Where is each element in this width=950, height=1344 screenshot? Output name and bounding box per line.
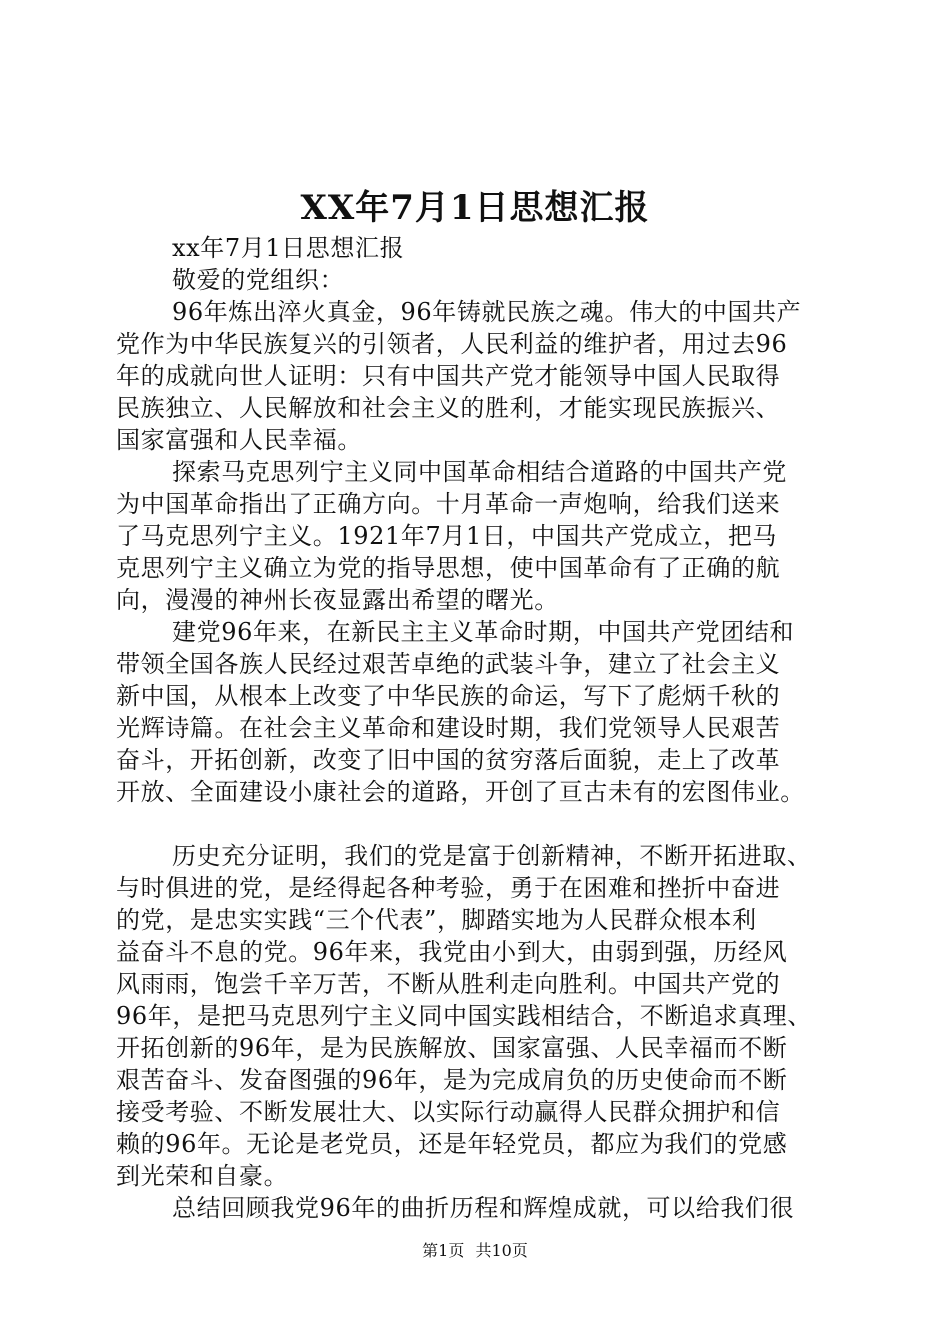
paragraph-line: 96年，是把马克思列宁主义同中国实践相结合，不断追求真理、 [116, 1002, 812, 1030]
paragraph-line: 开拓创新的96年，是为民族解放、国家富强、人民幸福而不断 [116, 1034, 788, 1062]
page-total: 共10页 [475, 1241, 528, 1260]
paragraph-line: 向，漫漫的神州长夜显露出希望的曙光。 [116, 586, 559, 614]
paragraph-line: 益奋斗不息的党。96年来，我党由小到大，由弱到强，历经风 [116, 938, 788, 966]
paragraph-line: 接受考验、不断发展壮大、以实际行动赢得人民群众拥护和信 [116, 1098, 781, 1126]
salutation-line: 敬爱的党组织： [172, 266, 345, 294]
paragraph-line: 艰苦奋斗、发奋图强的96年，是为完成肩负的历史使命而不断 [116, 1066, 788, 1094]
page-footer [0, 1240, 950, 1262]
paragraph-line: 为中国革命指出了正确方向。十月革命一声炮响，给我们送来 [116, 490, 781, 518]
page-number: 第1页 [422, 1241, 465, 1260]
paragraph-line: 新中国，从根本上改变了中华民族的命运，写下了彪炳千秋的 [116, 682, 781, 710]
document-body [116, 232, 832, 1224]
paragraph-line: 奋斗，开拓创新，改变了旧中国的贫穷落后面貌，走上了改革 [116, 746, 781, 774]
subtitle-line: xx年7月1日思想汇报 [172, 234, 405, 262]
paragraph-line: 建党96年来，在新民主主义革命时期，中国共产党团结和 [172, 618, 795, 646]
paragraph-line: 总结回顾我党96年的曲折历程和辉煌成就，可以给我们很 [172, 1194, 795, 1222]
paragraph-line: 民族独立、人民解放和社会主义的胜利，才能实现民族振兴、 [116, 394, 781, 422]
paragraph-line: 克思列宁主义确立为党的指导思想，使中国革命有了正确的航 [116, 554, 781, 582]
paragraph-line: 赖的96年。无论是老党员，还是年轻党员，都应为我们的党感 [116, 1130, 788, 1158]
paragraph-line: 与时俱进的党，是经得起各种考验，勇于在困难和挫折中奋进 [116, 874, 781, 902]
document-title: XX年7月1日思想汇报 [300, 188, 650, 228]
paragraph-line: 历史充分证明，我们的党是富于创新精神，不断开拓进取、 [172, 842, 812, 870]
paragraph-line: 国家富强和人民幸福。 [116, 426, 362, 454]
paragraph-line: 了马克思列宁主义。1921年7月1日，中国共产党成立，把马 [116, 522, 778, 550]
paragraph-line: 到光荣和自豪。 [116, 1162, 289, 1190]
paragraph-line: 开放、全面建设小康社会的道路，开创了亘古未有的宏图伟业。 [116, 778, 805, 806]
paragraph-line: 光辉诗篇。在社会主义革命和建设时期，我们党领导人民艰苦 [116, 714, 781, 742]
paragraph-line: 96年炼出淬火真金，96年铸就民族之魂。伟大的中国共产 [172, 298, 802, 326]
paragraph-line: 探索马克思列宁主义同中国革命相结合道路的中国共产党 [172, 458, 787, 486]
paragraph-line: 的党，是忠实实践“三个代表”，脚踏实地为人民群众根本利 [116, 906, 757, 934]
paragraph-line: 带领全国各族人民经过艰苦卓绝的武装斗争，建立了社会主义 [116, 650, 781, 678]
blank-line [116, 808, 832, 840]
paragraph-line: 年的成就向世人证明：只有中国共产党才能领导中国人民取得 [116, 362, 781, 390]
paragraph-line: 党作为中华民族复兴的引领者，人民利益的维护者，用过去96 [116, 330, 788, 358]
paragraph-line: 风雨雨，饱尝千辛万苦，不断从胜利走向胜利。中国共产党的 [116, 970, 781, 998]
